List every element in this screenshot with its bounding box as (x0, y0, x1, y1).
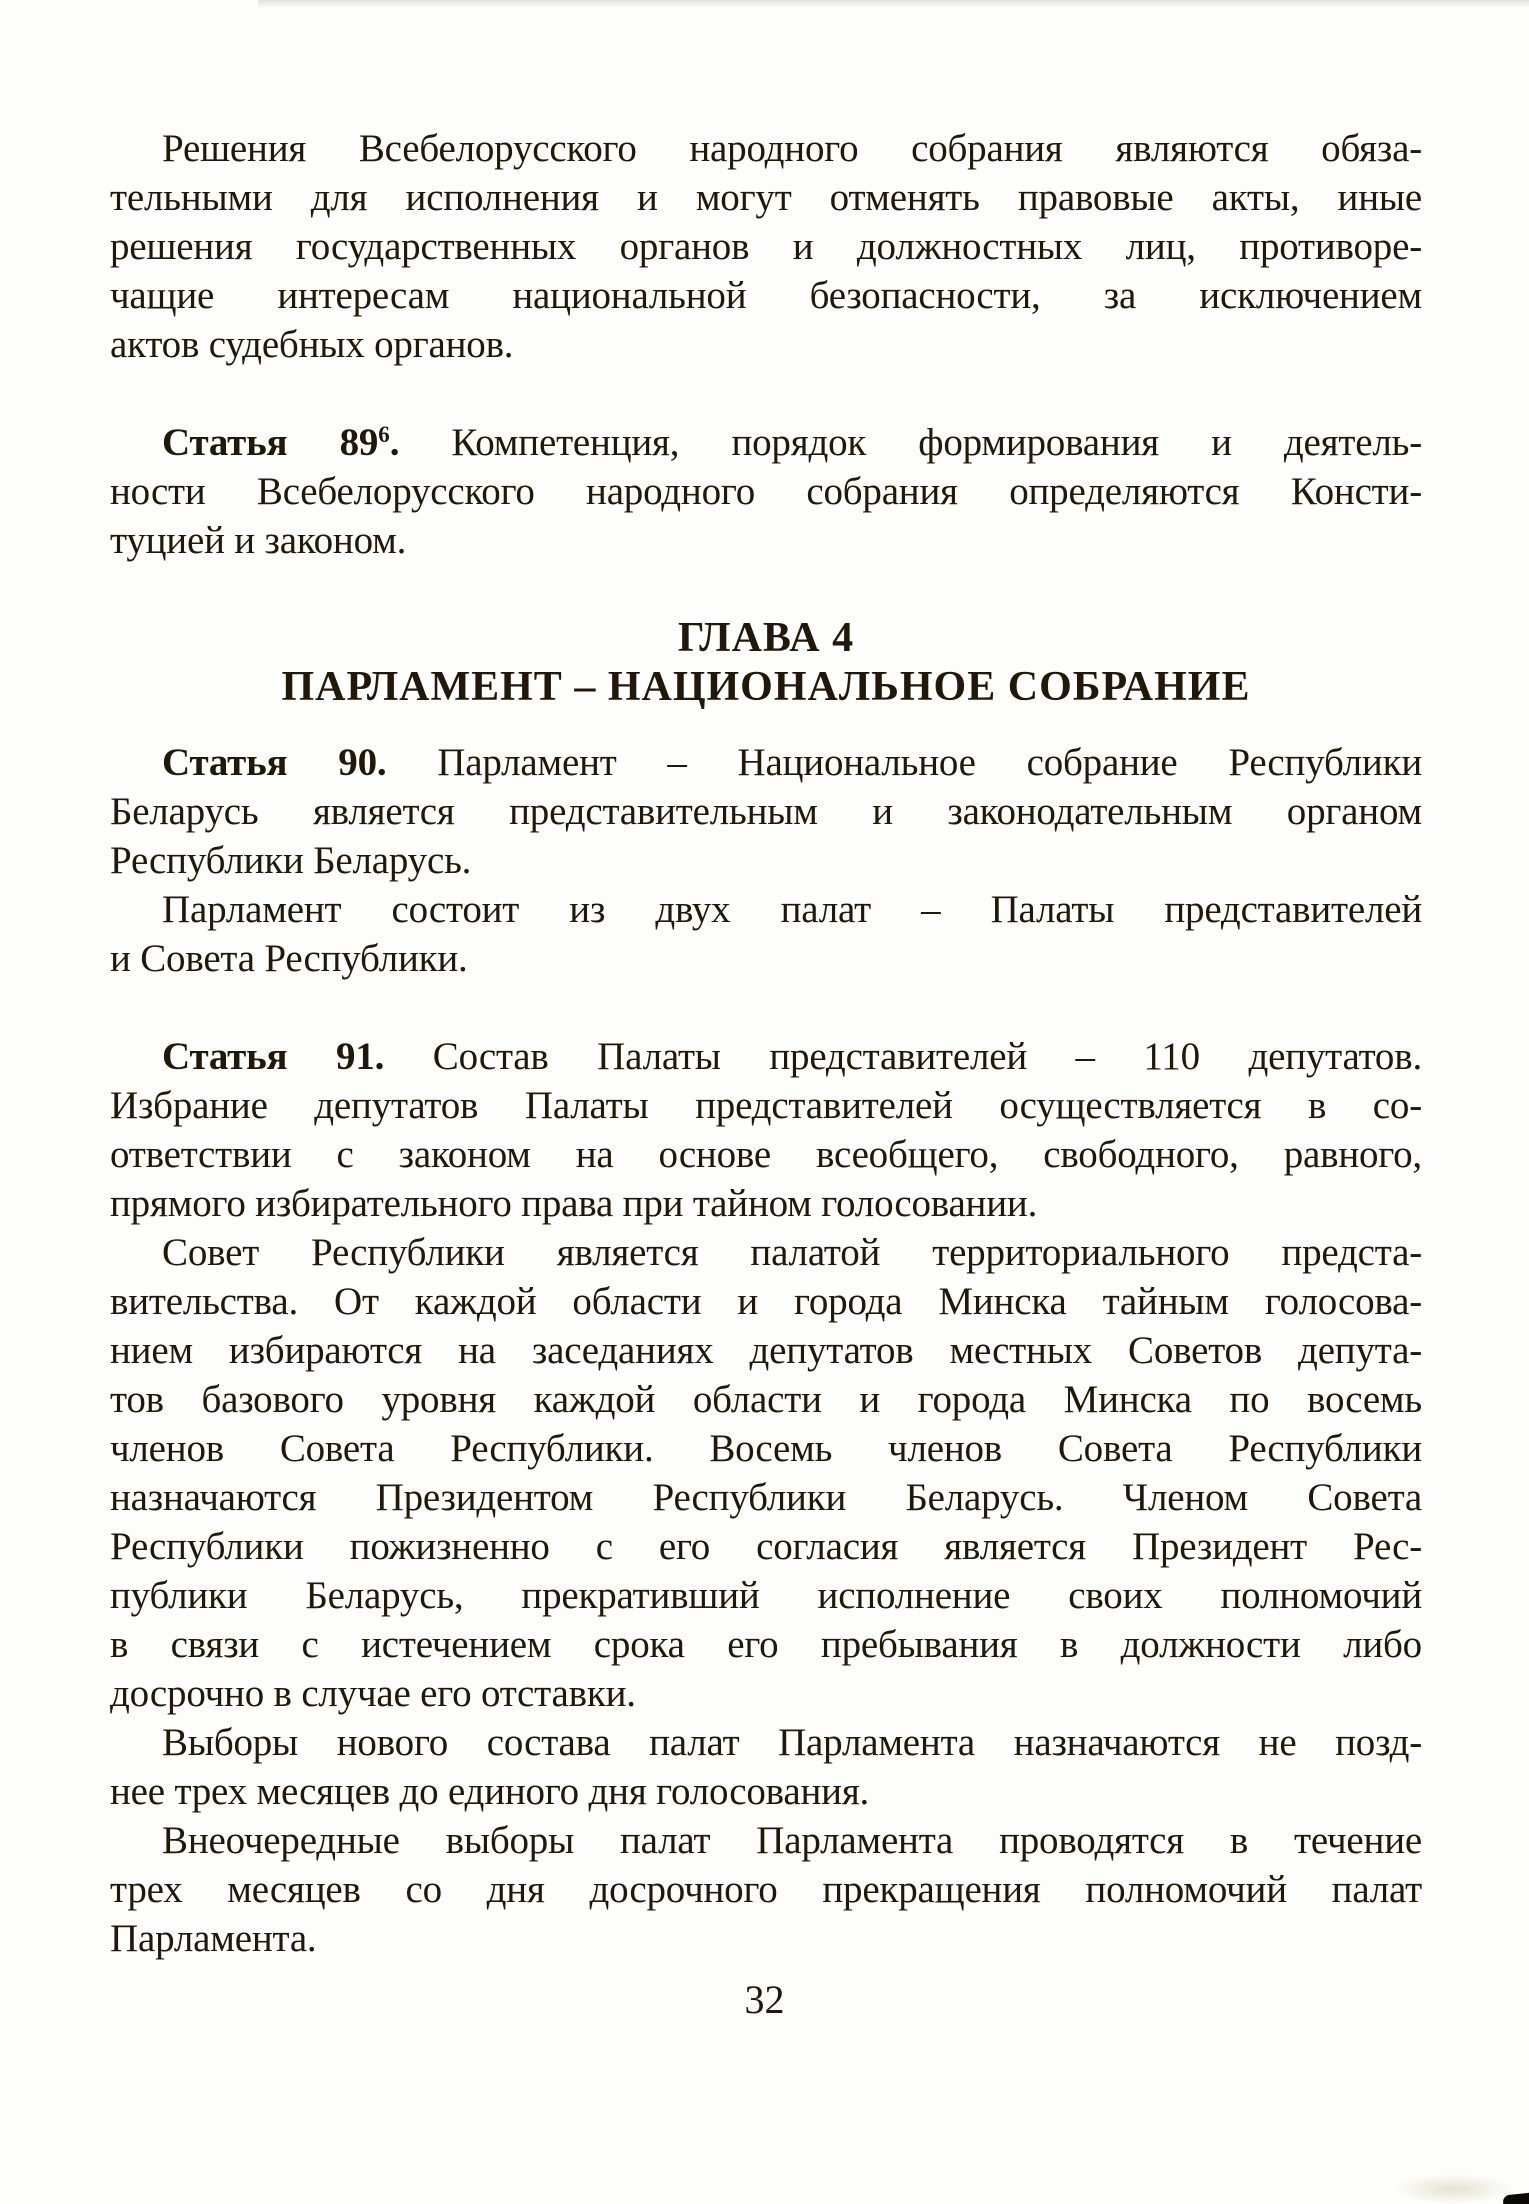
paragraph (110, 1228, 1422, 1718)
text-line: в связи с истечением срока его пребывания в должности либо (110, 1623, 1422, 1666)
text-line: Республики Беларусь. (110, 839, 472, 882)
paragraph (110, 738, 1422, 885)
paragraph (110, 418, 1422, 565)
text-line: Республики пожизненно с его согласия является Президент Рес- (110, 1525, 1422, 1568)
paragraph (110, 885, 1422, 983)
text-line: Решения Всебелорусского народного собрания являются обяза- (162, 127, 1422, 170)
paragraph (110, 1816, 1422, 1963)
chapter-title-heading: ПАРЛАМЕНТ – НАЦИОНАЛЬНОЕ СОБРАНИЕ (281, 664, 1251, 710)
text-line: прямого избирательного права при тайном голосовании. (110, 1182, 1038, 1225)
text-line: вительства. От каждой области и города Минска тайным голосова- (110, 1280, 1422, 1323)
text-line: туцией и законом. (110, 519, 407, 562)
text-line: Совет Республики является палатой территориального предста- (162, 1231, 1422, 1274)
text-line: досрочно в случае его отставки. (110, 1672, 636, 1715)
text-line: решения государственных органов и должностных лиц, противоре- (110, 225, 1422, 268)
article-number-superscript: 6 (378, 422, 390, 447)
paragraph (110, 124, 1422, 369)
paragraph (110, 1718, 1422, 1816)
text-line: Статья 90. Парламент – Национальное собрание Республики (162, 741, 1422, 784)
text-line: ответствии с законом на основе всеобщего, свободного, равного, (110, 1133, 1422, 1176)
text-line: и Совета Республики. (110, 937, 468, 980)
scan-edge-artifact (258, 0, 1529, 8)
article-number: Статья 91. (162, 1035, 433, 1078)
text-line: ности Всебелорусского народного собрания определяются Консти- (110, 470, 1422, 513)
text-line: тов базового уровня каждой области и города Минска по восемь (110, 1378, 1422, 1421)
text-line: Беларусь является представительным и законодательным органом (110, 790, 1422, 833)
text-line: тельными для исполнения и могут отменять правовые акты, иные (110, 176, 1422, 219)
text-line: членов Совета Республики. Восемь членов Совета Республики (110, 1427, 1422, 1470)
scan-corner-smudge (1393, 2174, 1513, 2204)
text-line: Внеочередные выборы палат Парламента проводятся в течение (162, 1819, 1422, 1862)
text-line: нием избираются на заседаниях депутатов местных Советов депута- (110, 1329, 1422, 1372)
chapter-number-heading: ГЛАВА 4 (677, 615, 855, 661)
document-text (110, 124, 1422, 1963)
scan-corner-mark (1502, 2192, 1529, 2204)
text-line: трех месяцев со дня досрочного прекращения полномочий палат (110, 1868, 1422, 1911)
text-line: Статья $89^6$. Компетенция, порядок формирования и деятель- (162, 421, 1422, 464)
text-line: Статья 91. Состав Палаты представителей – 110 депутатов. (162, 1035, 1422, 1078)
text-line: нее трех месяцев до единого дня голосования. (110, 1770, 870, 1813)
text-line: публики Беларусь, прекративший исполнение своих полномочий (110, 1574, 1422, 1617)
text-line: Выборы нового состава палат Парламента назначаются не позд- (162, 1721, 1422, 1764)
article-number: Статья 90. (162, 741, 438, 784)
article-number: Статья $89^6$. (162, 421, 452, 464)
text-line: Парламента. (110, 1917, 317, 1960)
text-line: назначаются Президентом Республики Беларусь. Членом Совета (110, 1476, 1422, 1519)
page-number: 32 (744, 1977, 785, 2022)
text-line: чащие интересам национальной безопасности, за исключением (110, 274, 1422, 317)
text-line: Избрание депутатов Палаты представителей осуществляется в со- (110, 1084, 1422, 1127)
paragraph (110, 1032, 1422, 1228)
text-line: актов судебных органов. (110, 323, 514, 366)
text-line: Парламент состоит из двух палат – Палаты представителей (162, 888, 1422, 931)
